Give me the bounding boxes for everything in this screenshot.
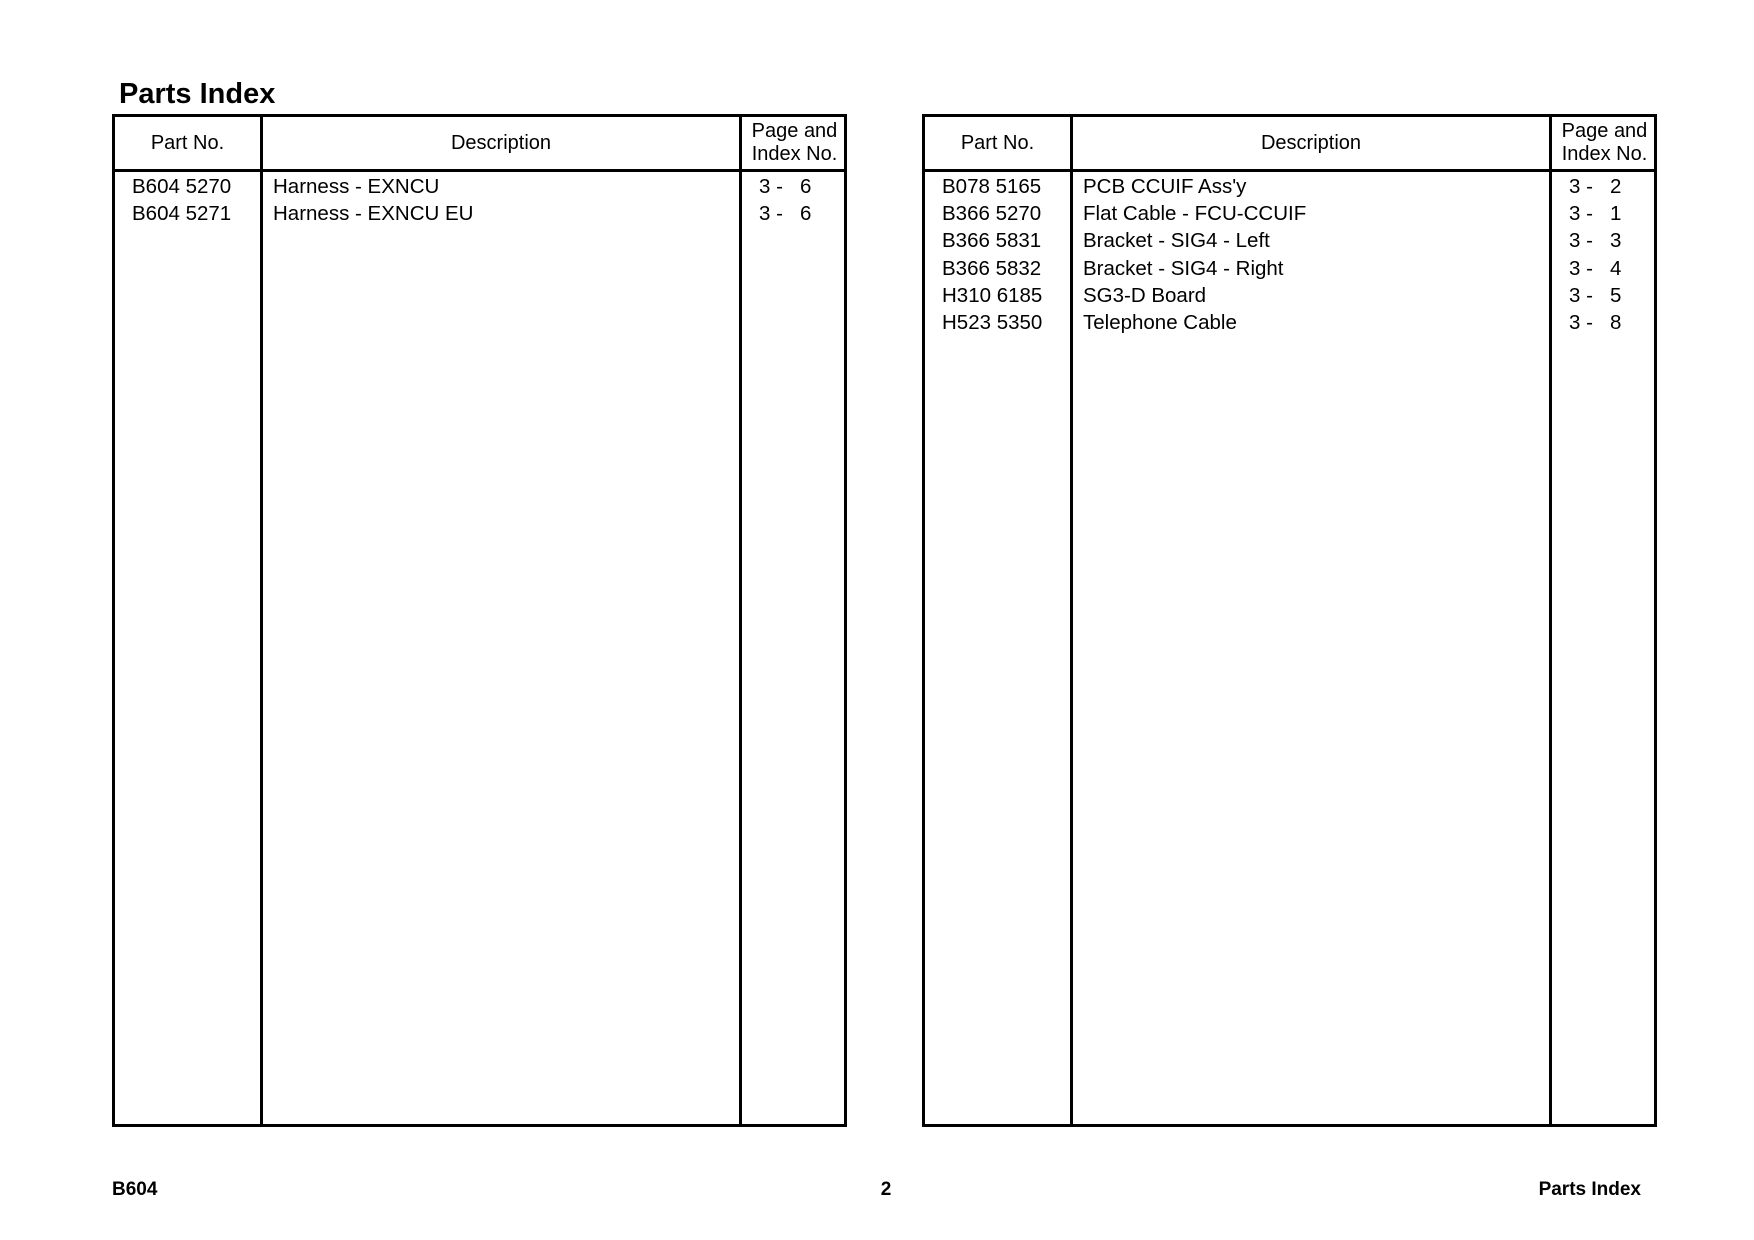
footer-model-code: B604	[112, 1179, 158, 1200]
parts-table-right	[922, 114, 1657, 1127]
header-description: Description	[450, 131, 552, 154]
part-description: Flat Cable - FCU-CCUIF	[1083, 202, 1307, 226]
part-description: PCB CCUIF Ass'y	[1083, 175, 1247, 198]
column-divider	[739, 117, 742, 1124]
part-description: Bracket - SIG4 - Right	[1083, 256, 1284, 280]
part-number: B078 5165	[942, 175, 1042, 198]
page-index: 3 - 6	[759, 202, 812, 226]
page-index: 3 - 2	[1569, 175, 1622, 198]
table-row	[925, 173, 1654, 200]
header-page-index: Page and Index No.	[1561, 120, 1648, 165]
part-description: Bracket - SIG4 - Left	[1083, 229, 1270, 253]
header-page-index: Page and Index No.	[751, 120, 838, 165]
table-row	[115, 200, 844, 227]
page-index: 3 - 4	[1569, 256, 1622, 280]
part-number: B604 5270	[132, 175, 232, 198]
part-description: Harness - EXNCU	[273, 175, 440, 198]
part-description: SG3-D Board	[1083, 283, 1207, 307]
footer-section-title: Parts Index	[1538, 1179, 1641, 1200]
header-part-no: Part No.	[960, 131, 1035, 154]
part-number: B366 5832	[942, 256, 1042, 280]
table-rows	[115, 173, 844, 227]
table-row	[925, 255, 1654, 282]
footer-page-number: 2	[880, 1179, 892, 1200]
header-divider	[115, 169, 844, 172]
page-index: 3 - 8	[1569, 310, 1622, 334]
table-row	[925, 227, 1654, 254]
header-description: Description	[1260, 131, 1362, 154]
part-number: H310 6185	[942, 283, 1043, 307]
parts-table-left	[112, 114, 847, 1127]
part-number: B604 5271	[132, 202, 232, 226]
table-row	[925, 282, 1654, 309]
table-row	[925, 200, 1654, 227]
part-number: H523 5350	[942, 310, 1043, 334]
table-row	[925, 309, 1654, 336]
table-row	[115, 173, 844, 200]
page-index: 3 - 5	[1569, 283, 1622, 307]
part-description: Harness - EXNCU EU	[273, 202, 474, 226]
part-number: B366 5831	[942, 229, 1042, 253]
page-index: 3 - 6	[759, 175, 812, 198]
page-title: Parts Index	[119, 78, 276, 110]
table-rows	[925, 173, 1654, 336]
column-divider	[260, 117, 263, 1124]
header-part-no: Part No.	[150, 131, 225, 154]
page-index: 3 - 3	[1569, 229, 1622, 253]
part-description: Telephone Cable	[1083, 310, 1237, 334]
part-number: B366 5270	[942, 202, 1042, 226]
header-divider	[925, 169, 1654, 172]
page-index: 3 - 1	[1569, 202, 1622, 226]
